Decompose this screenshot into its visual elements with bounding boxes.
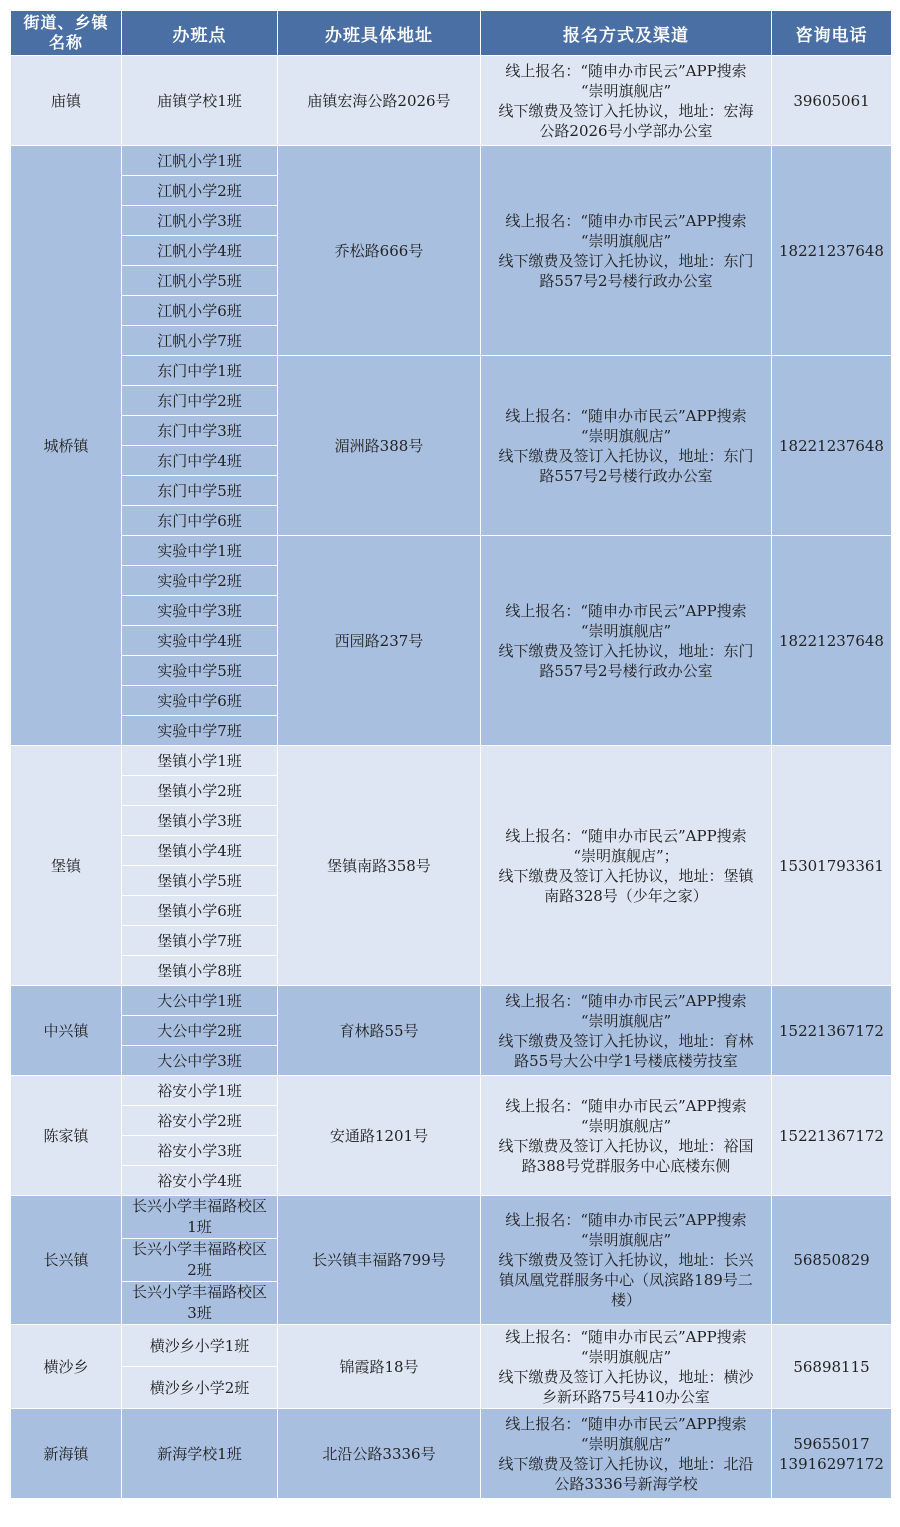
text-line: 线上报名：“随申办市民云”APP搜索	[505, 826, 747, 845]
table-row	[11, 56, 892, 146]
address-cell: 湄洲路388号	[278, 356, 481, 536]
phone-cell	[772, 1409, 892, 1499]
registration-cell	[481, 746, 772, 986]
class-site-cell: 江帆小学3班	[122, 206, 278, 236]
class-site-cell: 大公中学1班	[122, 986, 278, 1016]
class-site-cell: 堡镇小学5班	[122, 866, 278, 896]
text-line: 线上报名：“随申办市民云”APP搜索	[505, 61, 747, 80]
town-cell: 陈家镇	[11, 1076, 122, 1196]
text-line: 线上报名：“随申办市民云”APP搜索	[505, 406, 747, 425]
text-line: 56850829	[793, 1251, 870, 1269]
text-line: “崇明旗舰店”	[580, 1011, 672, 1030]
town-cell: 长兴镇	[11, 1196, 122, 1325]
class-site-cell: 江帆小学5班	[122, 266, 278, 296]
text-line: 公路3336号新海学校	[554, 1474, 698, 1493]
text-line: 路557号2号楼行政办公室	[539, 466, 713, 485]
class-site-cell	[122, 1282, 278, 1325]
text-line: 线上报名：“随申办市民云”APP搜索	[505, 1096, 747, 1115]
table-row	[11, 746, 892, 776]
class-site-cell: 实验中学6班	[122, 686, 278, 716]
text-line: 路388号党群服务中心底楼东侧	[521, 1156, 731, 1175]
class-site-cell: 裕安小学4班	[122, 1166, 278, 1196]
text-line: 18221237648	[779, 241, 884, 260]
registration-cell	[481, 1325, 772, 1409]
text-line: 线下缴费及签订入托协议，地址：北沿	[498, 1454, 754, 1473]
text-line: 公路2026号小学部办公室	[539, 121, 713, 140]
text-line: 线下缴费及签订入托协议，地址：长兴	[498, 1251, 754, 1269]
class-site-cell: 实验中学7班	[122, 716, 278, 746]
text-line: 39605061	[793, 91, 870, 110]
table-header-row	[11, 11, 892, 56]
class-site-cell: 实验中学2班	[122, 566, 278, 596]
address-cell: 长兴镇丰福路799号	[278, 1196, 481, 1325]
class-site-cell: 堡镇小学7班	[122, 926, 278, 956]
class-site-cell: 横沙乡小学2班	[122, 1367, 278, 1409]
text-line: 长兴小学丰福路校区	[131, 1283, 267, 1301]
header-address: 办班具体地址	[278, 11, 481, 56]
phone-cell	[772, 746, 892, 986]
text-line: 线上报名：“随申办市民云”APP搜索	[505, 1414, 747, 1433]
enrollment-table	[10, 10, 892, 1499]
class-site-cell	[122, 1196, 278, 1239]
text-line: “崇明旗舰店”	[580, 1231, 672, 1249]
address-cell: 西园路237号	[278, 536, 481, 746]
text-line: 线下缴费及签订入托协议，地址：堡镇	[498, 866, 754, 885]
text-line: “崇明旗舰店”	[580, 1116, 672, 1135]
address-cell: 锦霞路18号	[278, 1325, 481, 1409]
text-line: 1班	[187, 1218, 212, 1236]
text-line: “崇明旗舰店”	[580, 231, 672, 250]
text-line: “崇明旗舰店”	[580, 426, 672, 445]
table-row	[11, 1076, 892, 1106]
text-line: 路55号大公中学1号楼底楼劳技室	[514, 1051, 738, 1070]
class-site-cell: 堡镇小学2班	[122, 776, 278, 806]
class-site-cell: 东门中学2班	[122, 386, 278, 416]
table-row	[11, 536, 892, 566]
address-cell: 庙镇宏海公路2026号	[278, 56, 481, 146]
text-line: 路557号2号楼行政办公室	[539, 661, 713, 680]
class-site-cell: 堡镇小学4班	[122, 836, 278, 866]
class-site-cell: 江帆小学6班	[122, 296, 278, 326]
text-line: 线下缴费及签订入托协议，地址：东门	[498, 251, 754, 270]
address-cell: 堡镇南路358号	[278, 746, 481, 986]
text-line: 线下缴费及签订入托协议，地址：裕国	[498, 1136, 754, 1155]
text-line: 线下缴费及签订入托协议，地址：宏海	[498, 101, 754, 120]
address-cell: 育林路55号	[278, 986, 481, 1076]
class-site-cell: 堡镇小学3班	[122, 806, 278, 836]
phone-cell	[772, 1076, 892, 1196]
town-cell: 庙镇	[11, 56, 122, 146]
class-site-cell: 实验中学4班	[122, 626, 278, 656]
phone-cell	[772, 56, 892, 146]
table-row	[11, 986, 892, 1016]
class-site-cell: 江帆小学7班	[122, 326, 278, 356]
class-site-cell: 东门中学6班	[122, 506, 278, 536]
text-line: 长兴小学丰福路校区	[131, 1197, 267, 1215]
text-line: 镇凤凰党群服务中心（凤滨路189号二	[499, 1271, 753, 1289]
address-cell: 安通路1201号	[278, 1076, 481, 1196]
address-cell: 乔松路666号	[278, 146, 481, 356]
class-site-cell: 裕安小学1班	[122, 1076, 278, 1106]
text-line: 2班	[187, 1261, 212, 1279]
registration-cell	[481, 536, 772, 746]
address-cell: 北沿公路3336号	[278, 1409, 481, 1499]
header-town: 街道、乡镇 名称	[11, 11, 122, 56]
text-line: 线上报名：“随申办市民云”APP搜索	[505, 991, 747, 1010]
table-row	[11, 1196, 892, 1239]
town-cell: 堡镇	[11, 746, 122, 986]
text-line: 楼）	[610, 1291, 641, 1309]
registration-cell	[481, 1409, 772, 1499]
text-line: 线下缴费及签订入托协议，地址：东门	[498, 641, 754, 660]
town-cell: 城桥镇	[11, 146, 122, 746]
registration-cell	[481, 1076, 772, 1196]
text-line: 59655017	[793, 1434, 870, 1453]
class-site-cell: 江帆小学2班	[122, 176, 278, 206]
class-site-cell: 东门中学4班	[122, 446, 278, 476]
class-site-cell: 实验中学3班	[122, 596, 278, 626]
class-site-cell: 堡镇小学6班	[122, 896, 278, 926]
text-line: 线下缴费及签订入托协议，地址：横沙	[498, 1367, 754, 1386]
text-line: 线上报名：“随申办市民云”APP搜索	[505, 1211, 747, 1229]
class-site-cell: 横沙乡小学1班	[122, 1325, 278, 1367]
table-row	[11, 356, 892, 386]
text-line: 15301793361	[779, 856, 884, 875]
class-site-cell	[122, 1239, 278, 1282]
class-site-cell: 大公中学3班	[122, 1046, 278, 1076]
class-site-cell: 堡镇小学8班	[122, 956, 278, 986]
phone-cell	[772, 356, 892, 536]
class-site-cell: 实验中学1班	[122, 536, 278, 566]
text-line: 乡新环路75号410办公室	[542, 1387, 710, 1406]
table-row	[11, 1409, 892, 1499]
table-row	[11, 1325, 892, 1367]
class-site-cell: 庙镇学校1班	[122, 56, 278, 146]
class-site-cell: 江帆小学4班	[122, 236, 278, 266]
header-phone: 咨询电话	[772, 11, 892, 56]
registration-cell	[481, 986, 772, 1076]
registration-cell	[481, 356, 772, 536]
town-cell: 横沙乡	[11, 1325, 122, 1409]
registration-cell	[481, 146, 772, 356]
registration-cell	[481, 1196, 772, 1325]
text-line: 18221237648	[779, 631, 884, 650]
text-line: 18221237648	[779, 436, 884, 455]
registration-cell	[481, 56, 772, 146]
text-line: 线下缴费及签订入托协议，地址：育林	[498, 1031, 754, 1050]
class-site-cell: 裕安小学2班	[122, 1106, 278, 1136]
class-site-cell: 东门中学5班	[122, 476, 278, 506]
text-line: 长兴小学丰福路校区	[131, 1240, 267, 1258]
phone-cell	[772, 146, 892, 356]
town-cell: 中兴镇	[11, 986, 122, 1076]
class-site-cell: 实验中学5班	[122, 656, 278, 686]
header-registration: 报名方式及渠道	[481, 11, 772, 56]
text-line: 线上报名：“随申办市民云”APP搜索	[505, 601, 747, 620]
text-line: “崇明旗舰店”；	[573, 846, 679, 865]
text-line: 15221367172	[779, 1126, 884, 1145]
class-site-cell: 江帆小学1班	[122, 146, 278, 176]
text-line: “崇明旗舰店”	[580, 1434, 672, 1453]
class-site-cell: 大公中学2班	[122, 1016, 278, 1046]
text-line: “崇明旗舰店”	[580, 81, 672, 100]
text-line: 13916297172	[779, 1454, 884, 1473]
text-line: 路557号2号楼行政办公室	[539, 271, 713, 290]
header-class-site: 办班点	[122, 11, 278, 56]
class-site-cell: 东门中学1班	[122, 356, 278, 386]
text-line: 线下缴费及签订入托协议，地址：东门	[498, 446, 754, 465]
class-site-cell: 新海学校1班	[122, 1409, 278, 1499]
town-cell: 新海镇	[11, 1409, 122, 1499]
text-line: 56898115	[793, 1357, 870, 1376]
text-line: 15221367172	[779, 1021, 884, 1040]
phone-cell	[772, 986, 892, 1076]
text-line: “崇明旗舰店”	[580, 1347, 672, 1366]
phone-cell	[772, 1196, 892, 1325]
class-site-cell: 东门中学3班	[122, 416, 278, 446]
table-row	[11, 146, 892, 176]
class-site-cell: 裕安小学3班	[122, 1136, 278, 1166]
text-line: 线上报名：“随申办市民云”APP搜索	[505, 1327, 747, 1346]
class-site-cell: 堡镇小学1班	[122, 746, 278, 776]
text-line: 3班	[187, 1304, 212, 1322]
phone-cell	[772, 536, 892, 746]
text-line: 南路328号（少年之家）	[544, 886, 708, 905]
text-line: 线上报名：“随申办市民云”APP搜索	[505, 211, 747, 230]
phone-cell	[772, 1325, 892, 1409]
text-line: “崇明旗舰店”	[580, 621, 672, 640]
